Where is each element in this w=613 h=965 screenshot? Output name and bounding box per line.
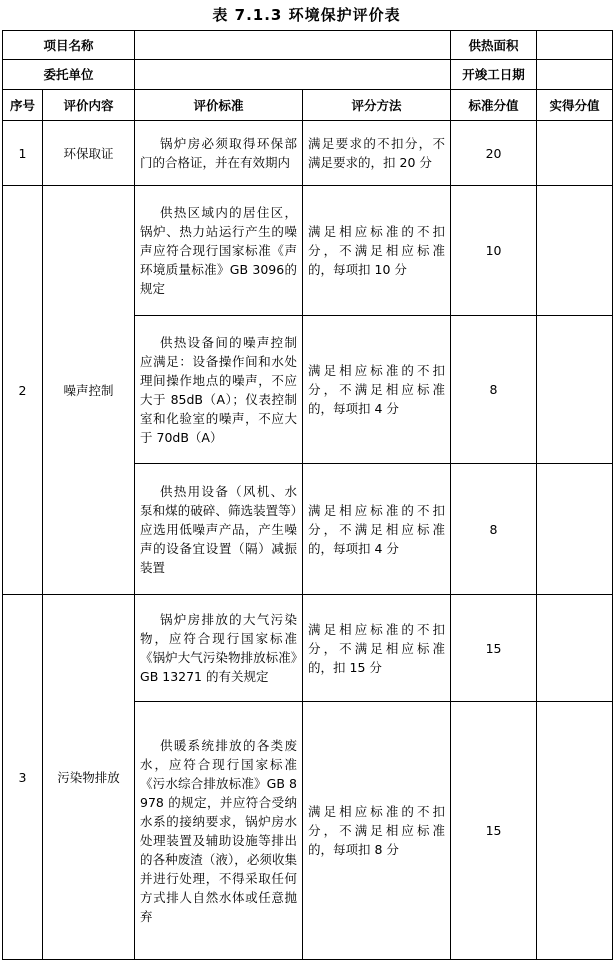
dates-label: 开竣工日期 xyxy=(451,60,537,90)
criteria-header: 评价标准 xyxy=(135,90,303,121)
actual-score-cell[interactable] xyxy=(537,595,613,702)
method-header: 评分方法 xyxy=(303,90,451,121)
project-row xyxy=(3,31,613,60)
standard-score-cell: 10 xyxy=(451,186,537,316)
standard-score-cell: 20 xyxy=(451,121,537,186)
actual-score-cell[interactable] xyxy=(537,702,613,960)
content-cell: 环保取证 xyxy=(43,121,135,186)
project-name-value[interactable] xyxy=(135,31,451,60)
seq-cell: 3 xyxy=(3,595,43,960)
method-cell: 满足要求的不扣分，不满足要求的，扣 20 分 xyxy=(303,121,451,186)
project-name-label: 项目名称 xyxy=(3,31,135,60)
actual-score-cell[interactable] xyxy=(537,186,613,316)
evaluation-table xyxy=(2,30,613,960)
criteria-cell: 供暖系统排放的各类废水，应符合现行国家标准《污水综合排放标准》GB 8978 的规定，并应符合受纳水系的接纳要求，锅炉房水处理装置及辅助设施等排出的各种废渣（液），必须收集并进行处理，不得采取任何方式排人自然水体或任意抛弃 xyxy=(135,702,303,960)
seq-header: 序号 xyxy=(3,90,43,121)
criteria-cell: 供热用设备（风机、水泵和煤的破碎、筛选装置等）应选用低噪声产品，产生噪声的设备宜设置（隔）减振装置 xyxy=(135,464,303,595)
column-header-row xyxy=(3,90,613,121)
table-row xyxy=(3,186,613,316)
criteria-cell: 供热设备间的噪声控制应满足：设备操作间和水处理间操作地点的噪声，不应大于 85dB（A）；仪表控制室和化验室的噪声，不应大于 70dB（A） xyxy=(135,316,303,464)
table-row xyxy=(3,121,613,186)
actual-score-cell[interactable] xyxy=(537,316,613,464)
client-row xyxy=(3,60,613,90)
method-cell: 满足相应标准的不扣分，不满足相应标准的，扣 15 分 xyxy=(303,595,451,702)
client-label: 委托单位 xyxy=(3,60,135,90)
table-title: 表 7.1.3 环境保护评价表 xyxy=(212,6,401,24)
method-cell: 满足相应标准的不扣分，不满足相应标准的，每项扣 4 分 xyxy=(303,316,451,464)
actual-score-header: 实得分值 xyxy=(537,90,613,121)
seq-cell: 2 xyxy=(3,186,43,595)
actual-score-cell[interactable] xyxy=(537,121,613,186)
actual-score-cell[interactable] xyxy=(537,464,613,595)
criteria-cell: 锅炉房必须取得环保部门的合格证，并在有效期内 xyxy=(135,121,303,186)
table-row xyxy=(3,595,613,702)
method-cell: 满足相应标准的不扣分，不满足相应标准的，每项扣 10 分 xyxy=(303,186,451,316)
content-header: 评价内容 xyxy=(43,90,135,121)
standard-score-cell: 15 xyxy=(451,702,537,960)
heating-area-value[interactable] xyxy=(537,31,613,60)
standard-score-header: 标准分值 xyxy=(451,90,537,121)
standard-score-cell: 8 xyxy=(451,464,537,595)
dates-value[interactable] xyxy=(537,60,613,90)
seq-cell: 1 xyxy=(3,121,43,186)
standard-score-cell: 8 xyxy=(451,316,537,464)
criteria-cell: 供热区域内的居住区，锅炉、热力站运行产生的噪声应符合现行国家标准《声环境质量标准》GB 3096的规定 xyxy=(135,186,303,316)
heating-area-label: 供热面积 xyxy=(451,31,537,60)
content-cell: 污染物排放 xyxy=(43,595,135,960)
method-cell: 满足相应标准的不扣分，不满足相应标准的，每项扣 8 分 xyxy=(303,702,451,960)
criteria-cell: 锅炉房排放的大气污染物，应符合现行国家标准《锅炉大气污染物排放标准》GB 13271 的有关规定 xyxy=(135,595,303,702)
content-cell: 噪声控制 xyxy=(43,186,135,595)
standard-score-cell: 15 xyxy=(451,595,537,702)
method-cell: 满足相应标准的不扣分，不满足相应标准的，每项扣 4 分 xyxy=(303,464,451,595)
client-value[interactable] xyxy=(135,60,451,90)
